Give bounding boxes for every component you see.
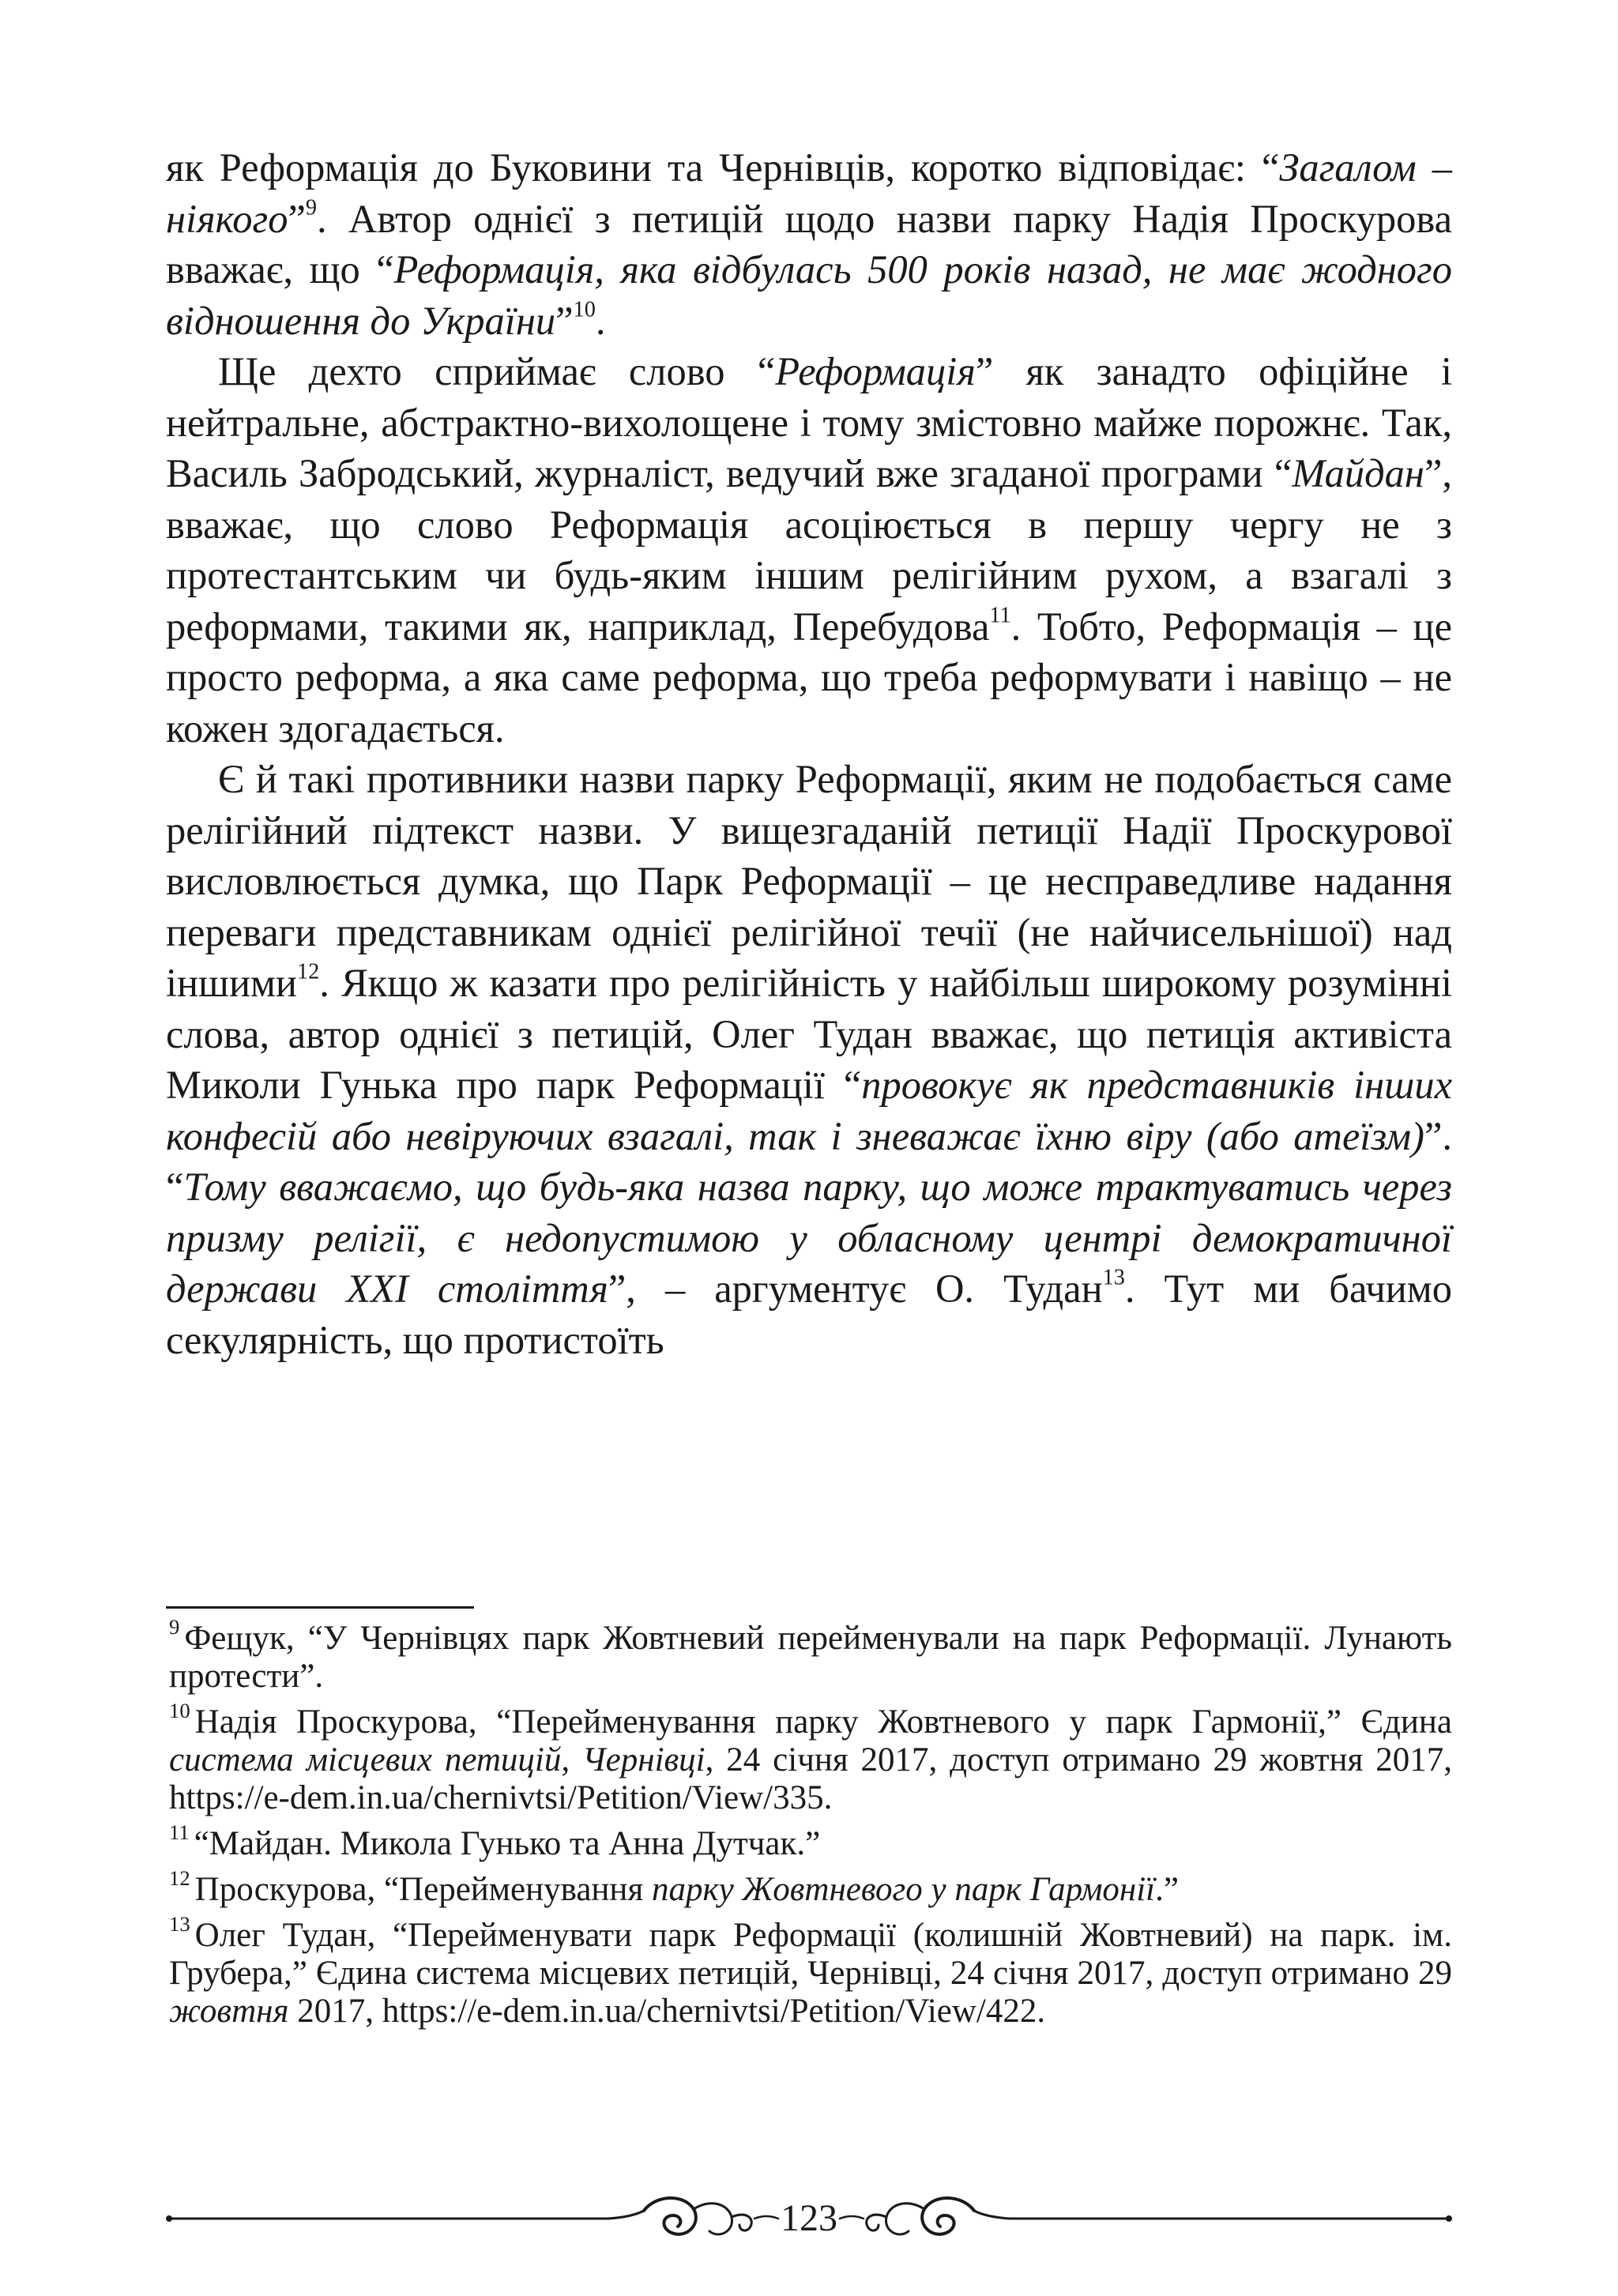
text-run: як Реформація до Буковини та Чернівців, коротко відповідає: “ [166, 145, 1280, 190]
text-run: . Якщо ж казати про релігійність у найбільш широкому розумінні слова, автор однієї з петицій, Олег Тудан вважає, що петиція активіста Миколи Гунька про парк Реформації “ [166, 961, 1452, 1107]
footnote-ref: 9 [169, 1615, 180, 1639]
italic-run: провокує як представників інших конфесій або невіруючих взагалі, так і зневажає їхню віру (або атеїзм) [166, 1063, 1453, 1158]
text-run: Фещук, “У Чернівцях парк Жовтневий перейменували на парк Реформації. Лунають протести”. [169, 1620, 1452, 1695]
text-run: . Тут ми бачимо секулярність, що протистоїть [166, 1267, 1452, 1362]
text-run: Надія Проскурова, “Перейменування парку Жовтневого у парк Гармонії,” Єдина [194, 1703, 1452, 1741]
paragraph-2 [166, 346, 1452, 754]
footnote-ref: 11 [169, 1820, 190, 1845]
footnote-10 [169, 1699, 1452, 1817]
text-run: . [595, 298, 606, 343]
paragraph-1 [166, 142, 1452, 346]
text-run: “Майдан. Микола Гунько та Анна Дутчак.” [194, 1825, 821, 1862]
footnote-ref: 12 [296, 959, 320, 984]
paragraph-3 [166, 754, 1452, 1365]
text-run: 2017, https://e-dem.in.ua/chernivtsi/Petition/View/422. [288, 1993, 1046, 2030]
text-run: .” [1155, 1871, 1179, 1908]
text-run: ” [288, 196, 306, 241]
text-run: ”, вважає, що слово Реформація асоціюється в першу чергу не з протестантським чи будь-яким іншим релігійним рухом, а взагалі з реформами, такими як, наприклад, Перебудова [166, 451, 1452, 649]
text-run: ”. “ [166, 1113, 1452, 1209]
italic-run: Чернівці [582, 1741, 706, 1778]
footnote-divider [166, 1606, 474, 1609]
footnote-ref: 11 [989, 602, 1011, 627]
italic-run: система місцевих петицій, [169, 1741, 570, 1778]
footnote-13 [169, 1912, 1452, 2031]
italic-run: Майдан [1292, 451, 1424, 495]
footnote-ref: 10 [573, 296, 596, 322]
footnotes [169, 1615, 1452, 2038]
text-run: Ще дехто сприймає слово “ [218, 349, 776, 393]
footnote-ref: 12 [169, 1866, 190, 1891]
text-run: , 24 січня 2017, доступ отримано 29 жовтня 2017, https://e-dem.in.ua/chernivtsi/Petition/View/335. [169, 1741, 1452, 1816]
text-run: ”, – аргументує О. Тудан [608, 1267, 1103, 1311]
page-number: 123 [781, 2197, 837, 2239]
text-run: ” [555, 298, 574, 343]
italic-run: парку Жовтневого у парк Гармонії [651, 1871, 1156, 1908]
text-run: . Автор однієї з петицій щодо назви парку Надія Проскурова вважає, що “ [166, 196, 1452, 292]
italic-run: Реформація, яка відбулась 500 років назад, не має жодного відношення до України [166, 247, 1453, 343]
main-text [166, 142, 1452, 1365]
italic-run: жовтня [169, 1993, 289, 2030]
text-run: Є й такі противники назви парку Реформації, яким не подобається саме релігійний підтекст назви. У вищезгаданій петиції Надії Проскурової висловлюється думка, що Парк Реформації – це несправедливе надання переваги представникам однієї релігійної течії (не найчисельнішої) над іншими [166, 757, 1452, 1005]
text-run [570, 1741, 582, 1778]
footnote-ref: 10 [169, 1699, 190, 1723]
footnote-12 [169, 1866, 1452, 1909]
footnote-ref: 9 [305, 194, 318, 220]
footnote-ref: 13 [1102, 1265, 1125, 1290]
footnote-ref: 13 [169, 1912, 190, 1937]
text-run: . Тобто, Реформація – це просто реформа, а яка саме реформа, що треба реформувати і навіщо – не кожен здогадається. [166, 604, 1452, 751]
italic-run: Реформація [775, 349, 976, 393]
footnote-9 [169, 1615, 1452, 1696]
text-run: Олег Тудан, “Перейменувати парк Реформації (колишній Жовтневий) на парк. ім. Грубера,” Єдина система місцевих петицій, Чернівці, 24 січня 2017, доступ отримано 29 [169, 1917, 1452, 1992]
footnote-11 [169, 1820, 1452, 1863]
italic-run: Тому вважаємо, що будь-яка назва парку, що може трактуватись через призму релігії, є недопустимою у обласному центрі демократичної держави XXI століття [166, 1165, 1452, 1311]
text-run: Проскурова, “Перейменування [194, 1871, 652, 1908]
text-run: ” як занадто офіційне і нейтральне, абстрактно-вихолощене і тому змістовно майже порожнє. Так, Василь Забродський, журналіст, ведучий вже згаданої програми “ [166, 349, 1452, 495]
page-footer [166, 2187, 1452, 2250]
italic-run: Загалом – ніякого [166, 145, 1452, 241]
